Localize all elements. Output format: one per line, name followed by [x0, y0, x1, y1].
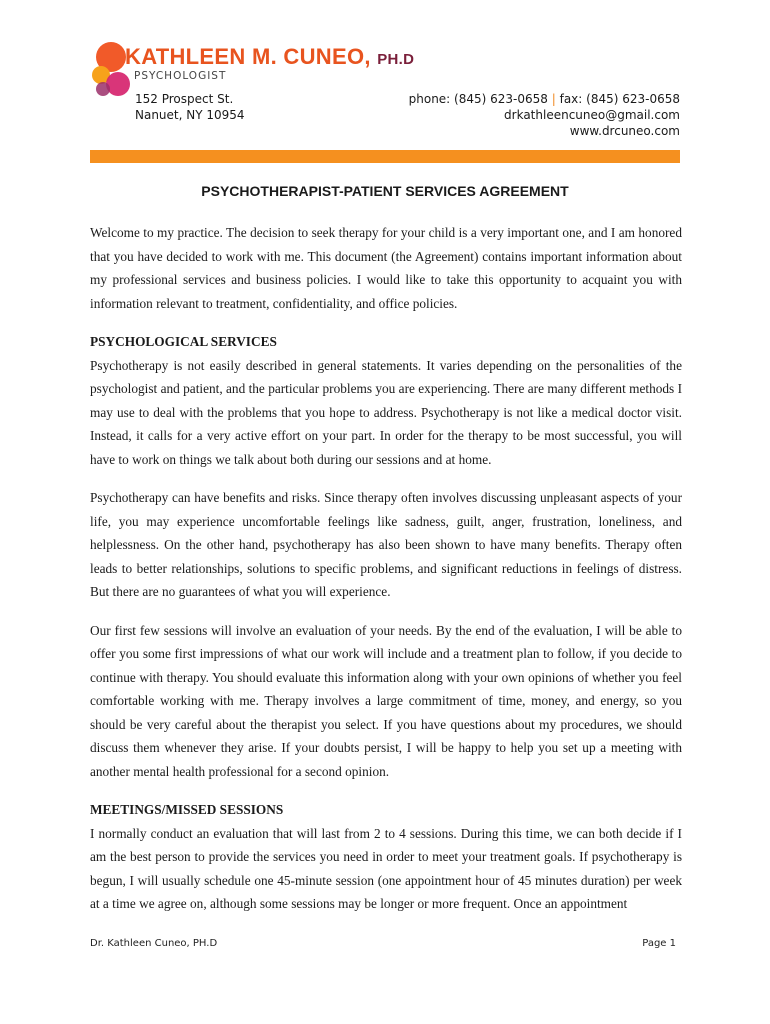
paragraph: Our first few sessions will involve an evaluation of your needs. By the end of the evaluation, I will be able to offer you some first impressions of what our work will include and a treatment plan to follow, if you decide to continue with therapy. You should evaluate this information along with your own opinions of whether you feel comfortable working with me. Therapy involves a large commitment of time, money, and energy, so you should be very careful about the therapist you select. If you have questions about my procedures, we should discuss them whenever they arise. If your doubts persist, I will be happy to help you set up a meeting with another mental health professional for a second opinion. — [90, 622, 682, 779]
website-link[interactable]: www.drcuneo.com — [569, 124, 680, 138]
name-text: KATHLEEN M. CUNEO, — [125, 44, 371, 69]
header-accent-bar — [90, 150, 680, 163]
profession-label: PSYCHOLOGIST — [134, 70, 227, 82]
section-heading-meetings: MEETINGS/MISSED SESSIONS — [90, 802, 284, 817]
separator: | — [551, 92, 556, 106]
email-link[interactable]: drkathleencuneo@gmail.com — [504, 108, 680, 122]
document-title: PSYCHOTHERAPIST-PATIENT SERVICES AGREEMENT — [201, 183, 569, 199]
contact-block — [409, 91, 680, 139]
fax-text: fax: (845) 623-0658 — [559, 92, 680, 106]
page-number: Page 1 — [642, 938, 676, 949]
paragraph: I normally conduct an evaluation that will last from 2 to 4 sessions. During this time, we can both decide if I am the best person to provide the services you need in order to meet your treatment goals. If psychotherapy is begun, I will usually schedule one 45-minute session (one appointment hour of 45 minutes duration) per week at a time we agree on, although some sessions may be longer or more frequent. Once an appointment — [90, 825, 682, 911]
section-heading-psychological-services: PSYCHOLOGICAL SERVICES — [90, 334, 277, 349]
degree-text: PH.D — [377, 51, 415, 68]
address-line-2: Nanuet, NY 10954 — [135, 108, 245, 122]
phone-fax-line — [409, 91, 680, 107]
paragraph: Psychotherapy is not easily described in general statements. It varies depending on the personalities of the psychologist and patient, and the particular problems you are experiencing. There are many different methods I may use to deal with the problems that you hope to address. Psychotherapy is not like a medical doctor visit. Instead, it calls for a very active effort on your part. In order for the therapy to be most successful, you will have to work on things we talk about both during our sessions and at home. — [90, 357, 682, 467]
intro-paragraph: Welcome to my practice. The decision to seek therapy for your child is a very important one, and I am honored that you have decided to work with me. This document (the Agreement) contains important information about my professional services and business policies. I would like to take this opportunity to acquaint you with information relevant to treatment, confidentiality, and office policies. — [90, 225, 682, 311]
footer-author: Dr. Kathleen Cuneo, PH.D — [90, 938, 218, 949]
address-block — [135, 91, 245, 123]
phone-text: phone: (845) 623-0658 — [408, 92, 548, 106]
practitioner-name — [125, 44, 414, 70]
address-line-1: 152 Prospect St. — [135, 92, 234, 106]
paragraph: Psychotherapy can have benefits and risks. Since therapy often involves discussing unpleasant aspects of your life, you may experience uncomfortable feelings like sadness, guilt, anger, frustration, loneliness, and helplessness. On the other hand, psychotherapy has also been shown to have many benefits. Therapy often leads to better relationships, solutions to specific problems, and significant reductions in feelings of distress. But there are no guarantees of what you will experience. — [90, 490, 682, 599]
document-body — [90, 221, 682, 931]
